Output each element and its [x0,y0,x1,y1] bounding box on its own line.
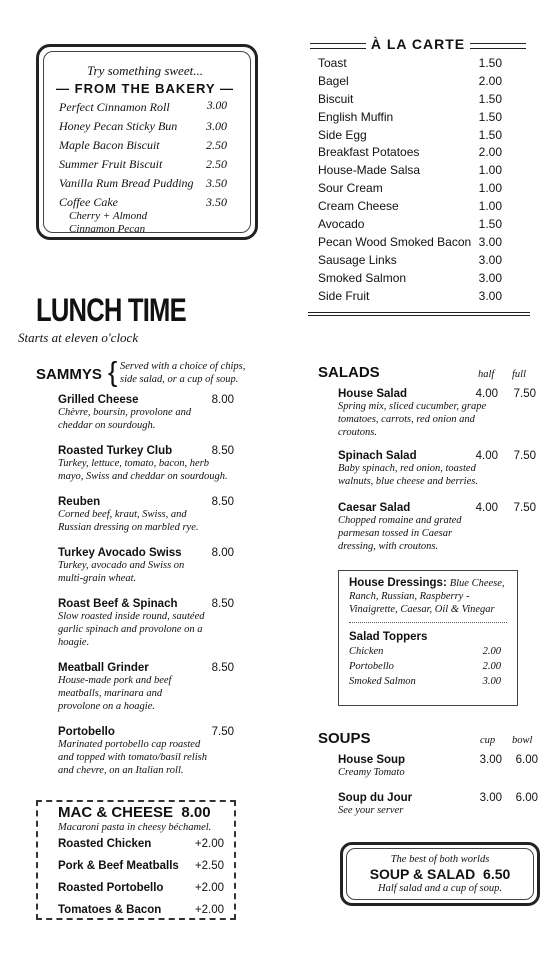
list-item: House Salad 4.00 7.50 Spring mix, sliced cucumber, grape tomatoes, carrots, red onion and croutons. [338,388,536,438]
list-item: Bagel 2.00 [318,73,502,88]
list-item: Roasted Chicken +2.00 [58,838,224,850]
list-item: Roasted Turkey Club 8.50 Turkey, lettuce, tomato, bacon, herb mayo, Swiss and cheddar on sourdough. [58,445,234,482]
list-item: Side Fruit 3.00 [318,288,502,303]
a-la-carte-section [308,36,528,306]
a-la-carte-list [308,56,528,306]
list-item: Reuben 8.50 Corned beef, kraut, Swiss, and Russian dressing on marbled rye. [58,496,234,533]
lunch-subtitle: Starts at eleven o'clock [18,330,139,345]
soups-bowl-header: bowl [512,735,533,746]
list-item: Chicken 2.00 [349,646,501,657]
dressings-text: House Dressings: Blue Cheese, [349,577,505,589]
dressings-text: Vinaigrette, Caesar, Oil & Vinegar [349,604,495,615]
bakery-item: Maple Bacon Biscuit 2.50 [59,138,227,152]
list-item: Cream Cheese 1.00 [318,199,502,214]
mac-description: Macaroni pasta in cheesy béchamel. [58,822,212,833]
salads-half-header: half [478,369,495,380]
sammys-note: Served with a choice of chips, side salad, or a cup of soup. [120,361,246,385]
lunch-title: LUNCH TIME [36,292,186,328]
list-item: Roast Beef & Spinach 8.50 Slow roasted inside round, sautéed garlic spinach and provolone on a hoagie. [58,598,234,648]
list-item: Meatball Grinder 8.50 House-made pork and beef meatballs, marinara and provolone on a hoagie. [58,662,234,712]
a-la-carte-title-text: À LA CARTE [370,36,466,52]
list-item: Portobello 7.50 Marinated portobello cap roasted and topped with tomato/basil relish and chevre, on an Italian roll. [58,726,234,776]
combo-title: SOUP & SALAD 6.50 [369,866,511,882]
soups-list [338,754,538,830]
coffee-cake-flavor: Cherry + Almond [69,210,148,222]
list-item: Pecan Wood Smoked Bacon 3.00 [318,234,502,249]
list-item: English Muffin 1.50 [318,109,502,124]
list-item: Smoked Salmon 3.00 [349,676,501,687]
soup-salad-combo-box [340,842,540,906]
list-item: Pork & Beef Meatballs +2.50 [58,860,224,872]
dressings-text: Ranch, Russian, Raspberry - [349,591,470,602]
sammys-brace: { [108,356,118,387]
list-item: House-Made Salsa 1.00 [318,163,502,178]
list-item: House Soup 3.00 6.00 Creamy Tomato [338,754,538,778]
list-item: Side Egg 1.50 [318,127,502,142]
list-item: Tomatoes & Bacon +2.00 [58,904,224,916]
list-item: Portobello 2.00 [349,661,501,672]
soups-title: SOUPS [318,730,371,747]
list-item: Avocado 1.50 [318,217,502,232]
list-item: Roasted Portobello +2.00 [58,882,224,894]
bakery-item: Summer Fruit Biscuit 2.50 [59,157,227,171]
list-item: Breakfast Potatoes 2.00 [318,145,502,160]
title-rule [310,43,366,49]
dressings-box [338,570,518,706]
list-item: Sour Cream 1.00 [318,181,502,196]
bakery-item: Coffee Cake 3.50 [59,195,227,209]
list-item: Biscuit 1.50 [318,91,502,106]
bakery-title: — FROM THE BAKERY — [56,81,234,96]
divider [349,622,507,623]
sammys-list [58,394,234,790]
list-item: Sausage Links 3.00 [318,252,502,267]
toppers-title: Salad Toppers [349,631,428,643]
a-la-carte-title [308,36,528,52]
list-item: Grilled Cheese 8.00 Chèvre, boursin, provolone and cheddar on sourdough. [58,394,234,431]
list-item: Turkey Avocado Swiss 8.00 Turkey, avocado and Swiss on multi-grain wheat. [58,547,234,584]
salads-list [338,388,536,564]
list-item: Spinach Salad 4.00 7.50 Baby spinach, red onion, toasted walnuts, blue cheese and berries. [338,450,536,487]
coffee-cake-flavor: Cinnamon Pecan [69,223,146,235]
bakery-item: Vanilla Rum Bread Pudding 3.50 [59,176,227,190]
bakery-item: Honey Pecan Sticky Bun 3.00 [59,119,227,133]
bakery-box [36,44,258,240]
mac-addons [38,834,234,926]
sammys-title: SAMMYS [36,366,102,383]
title-rule [470,43,526,49]
bakery-intro: Try something sweet... [87,63,203,78]
salads-full-header: full [512,369,527,380]
combo-description: Half salad and a cup of soup. [378,883,502,894]
list-item: Caesar Salad 4.00 7.50 Chopped romaine and grated parmesan tossed in Caesar dressing, with croutons. [338,502,536,552]
list-item: Soup du Jour 3.00 6.00 See your server [338,792,538,816]
list-item: Smoked Salmon 3.00 [318,270,502,285]
list-item: Toast 1.50 [318,56,502,70]
combo-intro: The best of both worlds [390,854,490,865]
salads-title: SALADS [318,364,380,381]
mac-title: MAC & CHEESE 8.00 [58,804,211,821]
a-la-carte-bottom-rule [308,312,530,316]
soups-cup-header: cup [480,735,496,746]
bakery-item: Perfect Cinnamon Roll 3.00 [59,100,227,114]
mac-and-cheese-box [36,800,236,920]
